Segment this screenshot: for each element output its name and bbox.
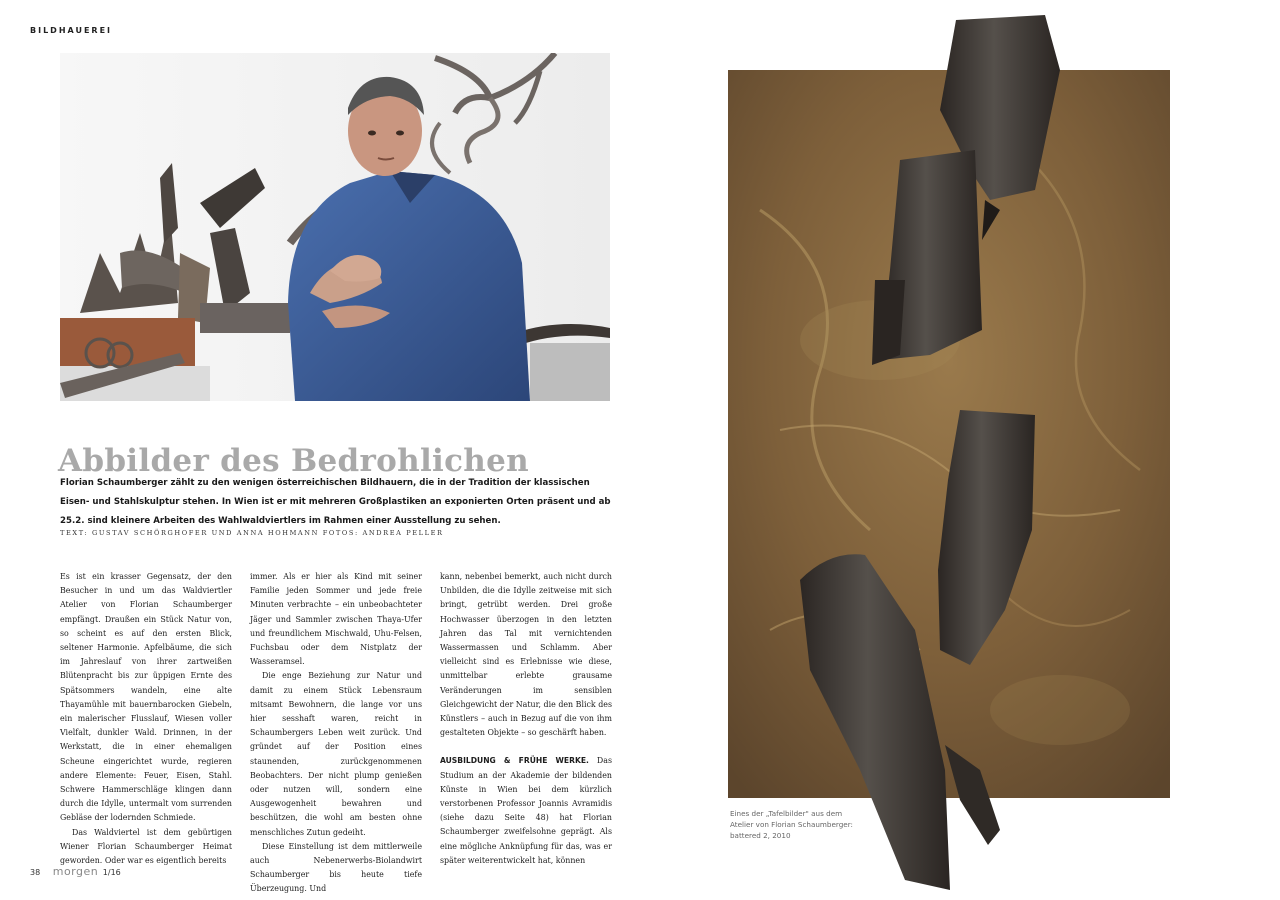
artwork-caption (730, 808, 880, 841)
magazine-name: morgen (52, 865, 99, 878)
artwork-tafelbild-photo (700, 10, 1200, 895)
artwork-illustration (700, 10, 1200, 895)
text-column-3 (440, 570, 612, 868)
body-paragraph: immer. Als er hier als Kind mit seiner Familie jeden Sommer und jede freie Minuten verbrachte – ein unbeobachteter Jäger und Sammler zwischen Thaya-Ufer und freundlichem Mischwald, Uhu-Felsen, Fuchsbau oder dem Nistplatz der Wasseramsel. (250, 572, 422, 667)
section-rubric: BILDHAUEREI (30, 26, 113, 35)
body-paragraph: kann, nebenbei bemerkt, auch nicht durch Unbilden, die die Idylle zeitweise mit sich bringt, getrübt werden. Drei große Hochwasser überzogen in den letzten Jahren das Tal mit vernichtenden Wassermassen und Schlamm. Aber vielleicht sind es Erlebnisse wie diese, unmittelbar erlebte grausame Veränderungen im sensiblen Gleichgewicht der Natur, die den Blick des Künstlers – auch in Bezug auf die von ihm gestalteten Objekte – so geschärft haben. (440, 572, 612, 738)
article-headline: Abbilder des Bedrohlichen (58, 442, 530, 479)
body-paragraph-text: Das Studium an der Akademie der bildenden Künste in Wien bei dem kürzlich verstorbenen Professor Joannis Avramidis (siehe dazu Seite 48) hat Florian Schaumberger zweifelsohne geprägt. Als eine mögliche Anknüpfung für das, was er später weiterentwickelt hat, können (440, 756, 612, 865)
caption-line: battered 2, 2010 (730, 831, 791, 840)
article-lead: Florian Schaumberger zählt zu den wenigen österreichischen Bildhauern, die in der Tradition der klassischen Eisen- und Stahlskulptur stehen. In Wien ist er mit mehreren Großplastiken an exponierten Orten präsent und ab 25.2. sind kleinere Arbeiten des Wahlwaldviertlers im Rahmen einer Ausstellung zu sehen. (60, 478, 611, 526)
page-number: 38 (30, 868, 41, 877)
body-paragraph: Diese Einstellung ist dem mittlerweile auch Nebenerwerbs-Biolandwirt Schaumberger bis heute tiefe Überzeugung. Und (250, 841, 422, 894)
body-paragraph: Es ist ein krasser Gegensatz, der den Besucher in und um das Waldviertler Atelier von Florian Schaumberger empfängt. Draußen ein Stück Natur von, so scheint es auf den ersten Blick, seltener Harmonie. Apfelbäume, die sich im Jahreslauf von ihrer zartweißen Blütenpracht bis zur üppigen Ernte des Spätsommers wandeln, eine alte Thayamühle mit bauernbarocken Giebeln, ein malerischer Flusslauf, Wiesen voller Vielfalt, dunkler Wald. Drinnen, in der Werkstatt, die in einer ehemaligen Scheune eingerichtet wurde, regieren andere Elemente: Feuer, Eisen, Stahl. Schwere Hammerschläge klingen dann durch die Idylle, untermalt vom surrenden Gebläse der lodernden Schmiede. (60, 572, 232, 823)
body-paragraph: Die enge Beziehung zur Natur und damit zu einem Stück Lebensraum mitsamt Bewohnern, die lange vor uns hier sesshaft waren, reicht in Schaumbergers Leben weit zurück. Und gründet auf der Position eines staunenden, zurückgenommenen Beobachters. Der nicht plump genießen oder nutzen will, sondern eine Ausgewogenheit bewahren und beschützen, die wohl am besten ohne menschliches Zutun gedeiht. (250, 671, 422, 837)
issue-number: 1/16 (102, 868, 121, 877)
caption-line: Eines der „Tafelbilder" aus dem (730, 809, 843, 818)
section-subheading: AUSBILDUNG & FRÜHE WERKE. (440, 756, 589, 766)
body-paragraph: Das Waldviertel ist dem gebürtigen Wiener Florian Schaumberger Heimat geworden. Oder war es eigentlich bereits (60, 827, 232, 866)
sculptor-portrait-photo (60, 53, 610, 401)
text-column-1 (60, 570, 232, 868)
portrait-illustration (60, 53, 610, 401)
caption-line: Atelier von Florian Schaumberger: (730, 820, 853, 829)
text-column-2 (250, 570, 422, 897)
body-paragraph (440, 754, 612, 868)
page-footer (30, 865, 121, 878)
article-credits: TEXT: GUSTAV SCHÖRGHOFER UND ANNA HOHMANN FOTOS: ANDREA PELLER (60, 529, 444, 537)
